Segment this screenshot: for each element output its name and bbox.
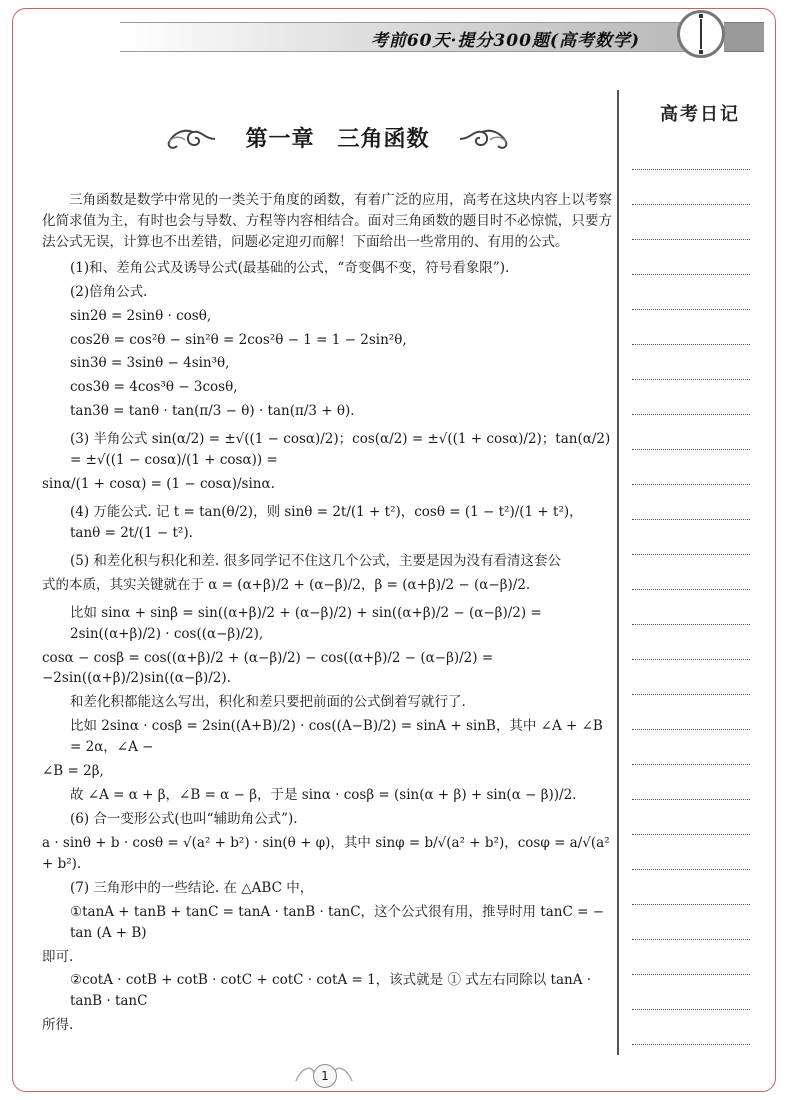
section-5-example-cos: cosα − cosβ = cos((α+β)/2 + (α−β)/2) − cos((α+β)/2 − (α−β)/2) = −2sin((α+β)/2)sin((α−β)/2). xyxy=(42,649,494,687)
section-3-half-angle: (3) 半角公式 sin(α/2) = ±√((1 − cosα)/2)；cos(α/2) = ±√((1 + cosα)/2)；tan(α/2) = ±√((1 − cosα)/(1 + cosα)) = xyxy=(70,431,611,469)
section-7-item-1-cont: 即可. xyxy=(42,948,74,965)
section-6-heading: (6) 合一变形公式(也叫“辅助角公式”). xyxy=(70,810,298,827)
section-5-example-product-cont: ∠B = 2β, xyxy=(42,763,104,780)
section-5-heading: (5) 和差化积与积化和差. 很多同学记不住这几个公式，主要是因为没有看清这套公 xyxy=(70,552,561,569)
section-7-item-2: ②cotA · cotB + cotB · cotC + cotC · cotA = 1，该式就是 ① 式左右同除以 tanA · tanB · tanC xyxy=(70,972,592,1010)
section-7-heading: (7) 三角形中的一些结论. 在 △ABC 中， xyxy=(70,879,314,896)
swirl-ornament-icon xyxy=(458,126,510,152)
intro-paragraph: 三角函数是数学中常见的一类关于角度的函数，有着广泛的应用，高考在这块内容上以考察化简求值为主，有时也会与导数、方程等内容相结合。面对三角函数的题目时不必惊慌，只要方法公式无误，计算也不出差错，问题必定迎刃而解！下面给出一些常用的、有用的公式。 xyxy=(42,192,612,250)
swirl-ornament-icon xyxy=(165,126,217,152)
section-2-heading: (2)倍角公式. xyxy=(70,283,148,300)
header-bar-end xyxy=(724,22,764,52)
notes-divider xyxy=(617,90,619,1055)
formula-sin2: sin2θ = 2sinθ · cosθ, xyxy=(70,307,212,324)
clock-icon xyxy=(677,10,725,58)
chapter-heading xyxy=(165,122,510,156)
section-5-conclusion: 故 ∠A = α + β，∠B = α − β，于是 sinα · cosβ = (sin(α + β) + sin(α − β))/2. xyxy=(70,787,577,804)
notes-lines xyxy=(632,135,750,1045)
section-4-universal: (4) 万能公式. 记 t = tan(θ/2)，则 sinθ = 2t/(1 + t²)，cosθ = (1 − t²)/(1 + t²)，tanθ = 2t/(1 − t²). xyxy=(70,503,583,541)
formula-sin3: sin3θ = 3sinθ − 4sin³θ, xyxy=(70,355,230,372)
section-5-example-sin: 比如 sinα + sinβ = sin((α+β)/2 + (α−β)/2) + sin((α+β)/2 − (α−β)/2) = 2sin((α+β)/2) · cos((α−β)/2), xyxy=(70,604,542,642)
formula-cos3: cos3θ = 4cos³θ − 3cosθ, xyxy=(70,379,238,396)
formula-cos2: cos2θ = cos²θ − sin²θ = 2cos²θ − 1 = 1 − 2sin²θ, xyxy=(70,331,407,348)
book-title: 考前60天·提分300题(高考数学) xyxy=(370,31,640,51)
section-7-item-1: ①tanA + tanB + tanC = tanA · tanB · tanC，这个公式很有用，推导时用 tanC = − tan (A + B) xyxy=(70,903,605,941)
main-content xyxy=(42,190,612,1039)
section-5-note: 和差化积都能这么写出，积化和差只要把前面的公式倒着写就行了. xyxy=(70,694,466,711)
section-3-half-angle-cont: sinα/(1 + cosα) = (1 − cosα)/sinα. xyxy=(42,476,275,493)
chapter-title: 第一章 三角函数 xyxy=(245,127,430,152)
notes-title: 高考日记 xyxy=(660,104,740,125)
section-7-item-2-cont: 所得. xyxy=(42,1017,74,1034)
section-1-heading: (1)和、差角公式及诱导公式(最基础的公式，“奇变偶不变，符号看象限”). xyxy=(70,259,510,276)
section-5-key: 式的本质，其实关键就在于 α = (α+β)/2 + (α−β)/2，β = (α+β)/2 − (α−β)/2. xyxy=(42,576,531,593)
section-6-formula: a · sinθ + b · cosθ = √(a² + b²) · sin(θ + φ)，其中 sinφ = b/√(a² + b²)，cosφ = a/√(a² + b²). xyxy=(42,834,610,872)
formula-tan3: tan3θ = tanθ · tan(π/3 − θ) · tan(π/3 + θ). xyxy=(70,403,355,420)
section-5-example-product: 比如 2sinα · cosβ = 2sin((A+B)/2) · cos((A−B)/2) = sinA + sinB，其中 ∠A + ∠B = 2α，∠A − xyxy=(70,718,603,756)
page-number: 1 xyxy=(313,1064,337,1088)
